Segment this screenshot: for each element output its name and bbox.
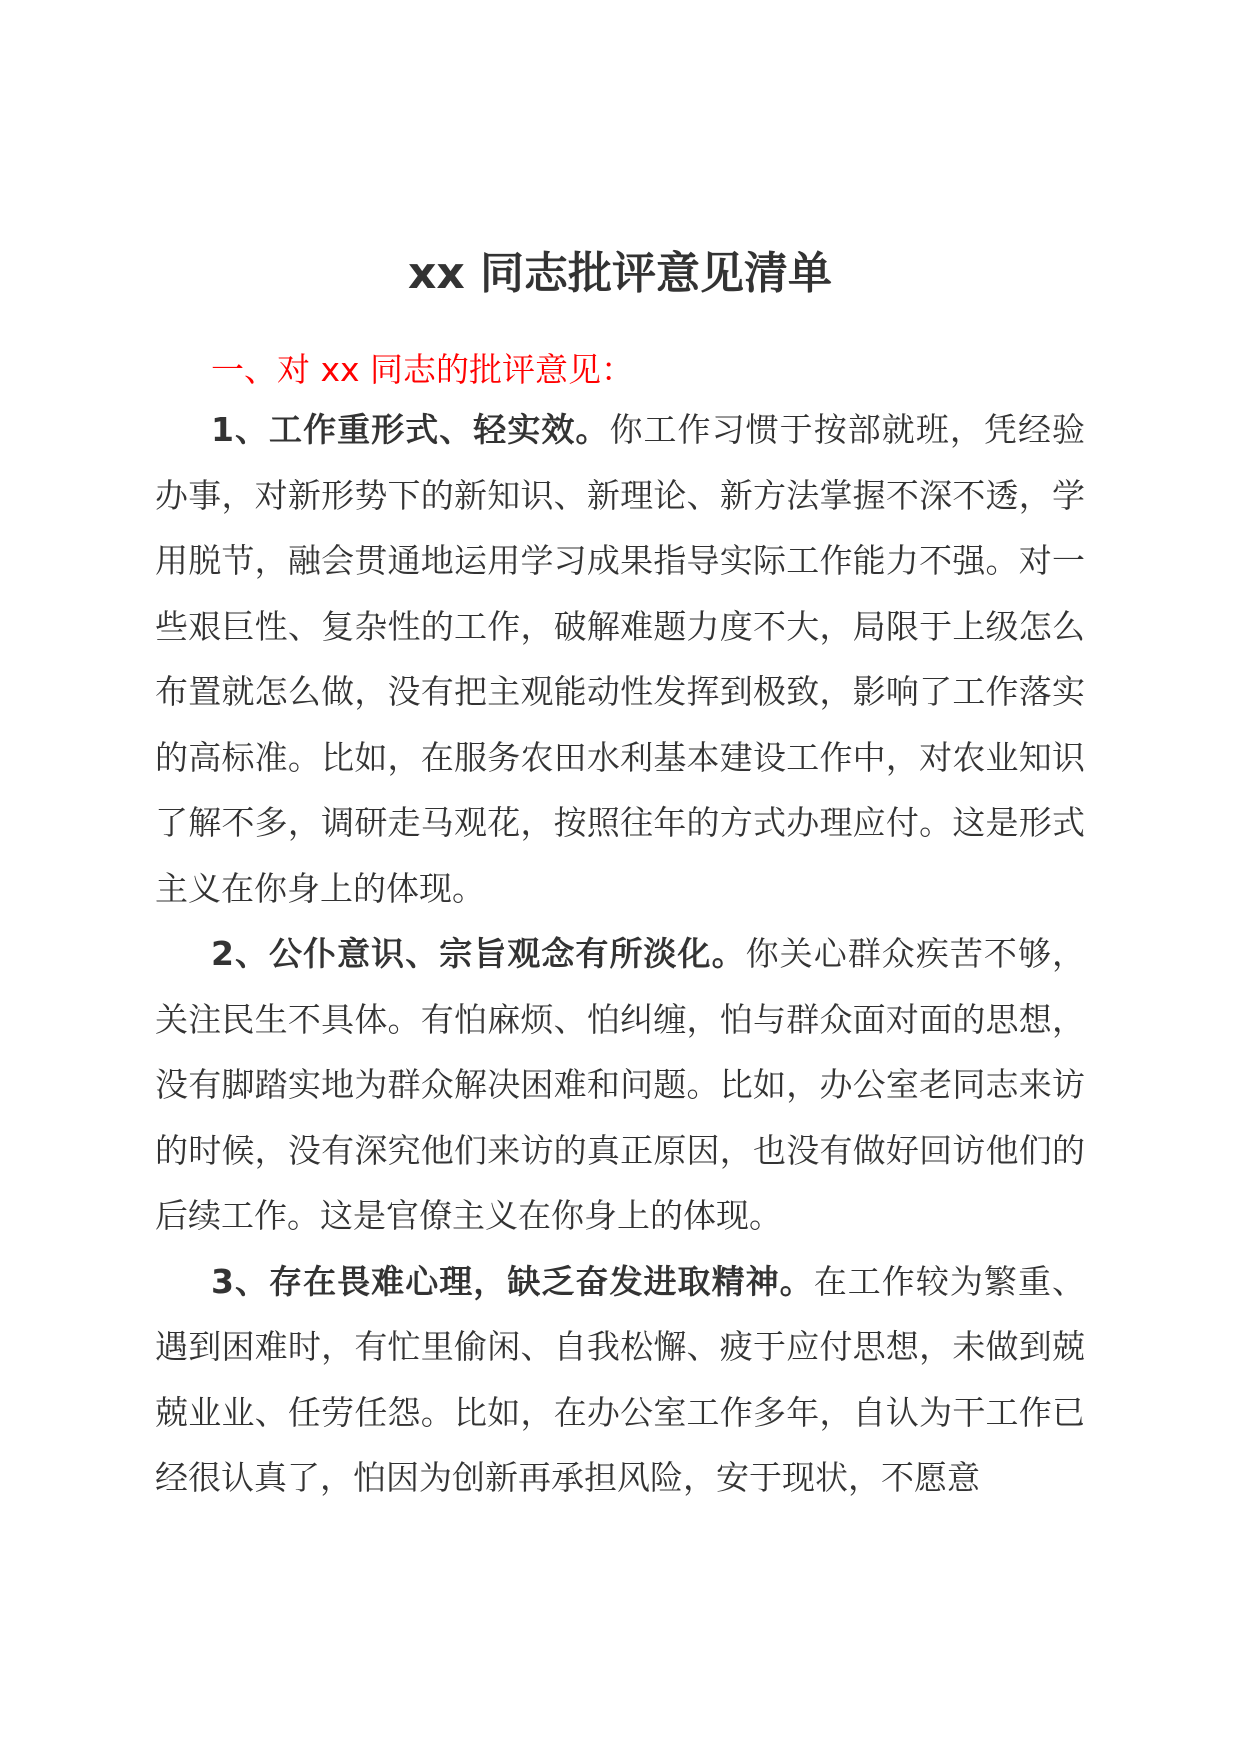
item-1-text: 你工作习惯于按部就班，凭经验办事，对新形势下的新知识、新理论、新方法掌握不深不透，学用脱节，融会贯通地运用学习成果指导实际工作能力不强。对一些艰巨性、复杂性的工作，破解难题力度不大，局限于上级怎么布置就怎么做，没有把主观能动性发挥到极致，影响了工作落实的高标准。比如，在服务农田水利基本建设工作中，对农业知识了解不多，调研走马观花，按照往年的方式办理应付。这是形式主义在你身上的体现。 (155, 410, 1086, 908)
document-body (155, 342, 1085, 1511)
list-item-3 (155, 1249, 1085, 1511)
item-3-text: 在工作较为繁重、遇到困难时，有忙里偷闲、自我松懈、疲于应付思想，未做到兢兢业业、任劳任怨。比如，在办公室工作多年，自认为干工作已经很认真了，怕因为创新再承担风险，安于现状，不愿意 (155, 1261, 1086, 1497)
list-item-2 (155, 921, 1085, 1249)
item-3-heading: 3、存在畏难心理，缺乏奋发进取精神。 (211, 1261, 814, 1301)
section-heading: 一、对 xx 同志的批评意见： (211, 350, 635, 389)
item-1-heading: 1、工作重形式、轻实效。 (211, 410, 610, 449)
page-title: xx 同志批评意见清单 (407, 248, 833, 299)
item-2-heading: 2、公仆意识、宗旨观念有所淡化。 (211, 934, 746, 973)
list-item-1 (155, 397, 1085, 921)
item-2-text: 你关心群众疾苦不够，关注民生不具体。有怕麻烦、怕纠缠，怕与群众面对面的思想，没有脚踏实地为群众解决困难和问题。比如，办公室老同志来访的时候，没有深究他们来访的真正原因，也没有做好回访他们的后续工作。这是官僚主义在你身上的体现。 (155, 934, 1085, 1235)
